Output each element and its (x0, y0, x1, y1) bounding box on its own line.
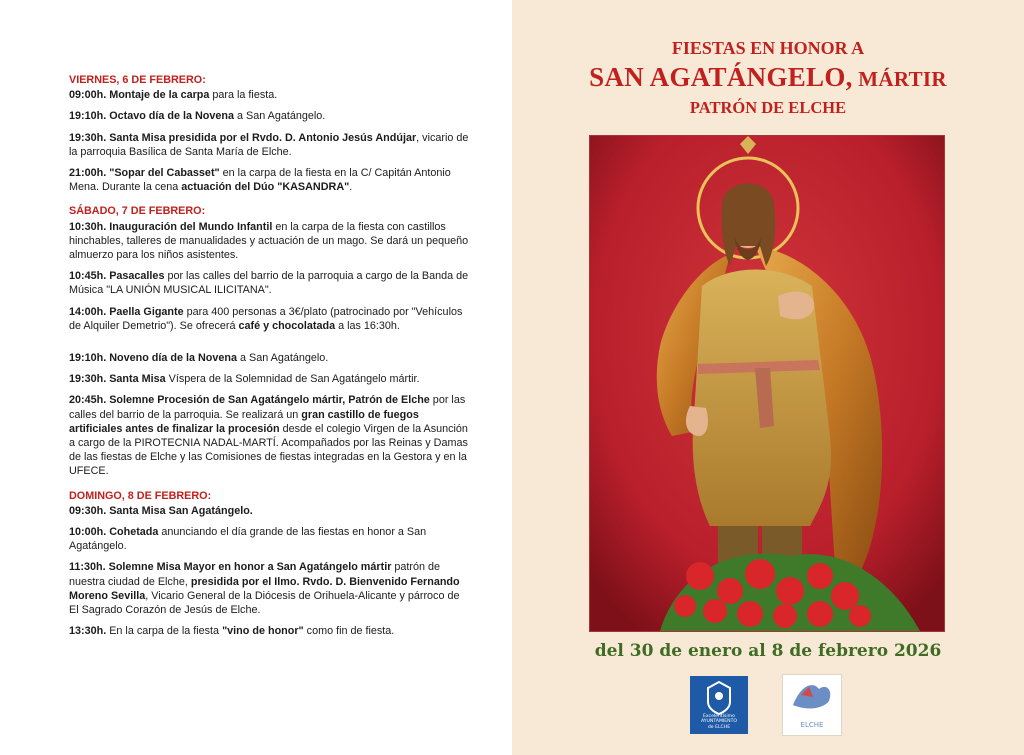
entry-bold-text: 10:30h. Inauguración del Mundo Infantil (69, 220, 273, 233)
schedule-entry (69, 393, 469, 478)
entry-text: a San Agatángelo. (237, 352, 329, 365)
schedule-entry (69, 560, 469, 617)
entry-text: Víspera de la Solemnidad de San Agatángelo mártir. (165, 373, 420, 386)
entry-text: patrón de nuestra ciudad de Elche, (69, 561, 441, 588)
entry-bold-text: 10:00h. Cohetada (69, 526, 159, 539)
schedule-entry (69, 109, 469, 123)
entry-bold-text: presidida por el Ilmo. Rvdo. D. Bienvenido Fernando Moreno Sevilla (69, 575, 460, 602)
festival-gestora-logo-icon (782, 674, 842, 736)
saint-statue-image (589, 135, 945, 632)
saint-name: SAN AGATÁNGELO, (589, 62, 853, 92)
entry-bold-text: 19:30h. Santa Misa (69, 373, 166, 386)
entry-text: En la carpa de la fiesta (106, 625, 223, 638)
logo1-line2: AYUNTAMIENTO (700, 719, 738, 725)
entry-text: por las calles del barrio de la parroquia. Se realizará un (69, 394, 466, 421)
martyr-label: MÁRTIR (852, 67, 947, 91)
entry-bold-text: gran castillo de fuegos artificiales antes de finalizar la procesión (69, 408, 419, 435)
entry-bold-text: 13:30h. (69, 625, 107, 638)
entry-text: anunciando el día grande de las fiestas en honor a San Agatángelo. (69, 526, 427, 553)
day-heading: DOMINGO, 8 DE FEBRERO: (69, 489, 212, 502)
schedule-entry (69, 88, 469, 102)
cover-title-line2 (512, 62, 1024, 93)
entry-bold-text: 20:45h. Solemne Procesión de San Agatángelo mártir, Patrón de Elche (69, 394, 430, 407)
entry-bold-text: 10:45h. Pasacalles (69, 270, 165, 283)
schedule-entry (69, 504, 469, 518)
entry-text: como fin de fiesta. (303, 625, 395, 638)
entry-text: en la carpa de la fiesta con castillos hinchables, talleres de manualidades y actuación de un mago. Se dará un pequeño almuerzo para los niños asistentes. (69, 220, 469, 262)
entry-bold-text: 09:00h. Montaje de la carpa (69, 89, 210, 102)
entry-bold-text: 11:30h. Solemne Misa Mayor en honor a San Agatángelo mártir (69, 561, 392, 574)
entry-text: en la carpa de la fiesta en la C/ Capitán Antonio Mena. Durante la cena (69, 167, 451, 194)
festival-dates: del 30 de enero al 8 de febrero 2026 (594, 641, 942, 661)
entry-text: , vicario de la parroquia Basílica de Santa María de Elche. (69, 131, 469, 158)
entry-text: por las calles del barrio de la parroquia a cargo de la Banda de Música "LA UNIÓN MUSICAL ILICITANA". (69, 270, 469, 297)
entry-text: para la fiesta. (209, 89, 278, 102)
entry-text: para 400 personas a 3€/plato (patrocinado por "Vehículos de Alquiler Demetrio"). Se ofrecerá (69, 305, 463, 332)
entry-bold-text: 14:00h. Paella Gigante (69, 305, 184, 318)
schedule-entry (69, 372, 469, 386)
entry-bold-text: 21:00h. "Sopar del Cabasset" (69, 167, 220, 180)
day-heading: VIERNES, 6 DE FEBRERO: (69, 74, 206, 86)
day-heading: SÁBADO, 7 DE FEBRERO: (69, 205, 206, 218)
schedule-entry (69, 131, 469, 159)
entry-text: a San Agatángelo. (234, 110, 326, 123)
schedule-entry (69, 525, 469, 553)
entry-bold-text: 19:10h. Octavo día de la Novena (69, 110, 235, 123)
entry-bold-text: "vino de honor" (222, 625, 304, 638)
entry-bold-text: 19:30h. Santa Misa presidida por el Rvdo. D. Antonio Jesús Andújar (69, 131, 417, 144)
cover-title-line1: FIESTAS EN HONOR A (671, 38, 865, 58)
entry-text: desde el colegio Virgen de la Asunción a cargo de la PIROTECNIA NADAL-MARTÍ. Acompañados por las Reinas y Damas de las fiestas de Elche y las Comisiones de fiestas integradas en la Gestora y en la UFECE. (69, 422, 468, 478)
city-crest-icon (690, 676, 748, 734)
festival-program (69, 73, 469, 646)
logo1-line3: de ELCHE (707, 724, 731, 730)
entry-text: . (349, 181, 353, 194)
schedule-entry (69, 220, 469, 263)
logo1-line1: Excelentísimo (703, 714, 735, 719)
entry-bold-text: actuación del Dúo "KASANDRA" (181, 181, 350, 194)
logo2-text: ELCHE (800, 721, 824, 729)
schedule-entry (69, 351, 469, 365)
cover-title-line3: PATRÓN DE ELCHE (689, 98, 847, 117)
entry-bold-text: café y chocolatada (238, 319, 336, 332)
entry-bold-text: 09:30h. Santa Misa San Agatángelo. (69, 504, 253, 517)
schedule-entry (69, 166, 469, 194)
schedule-entry (69, 624, 469, 638)
entry-text: , Vicario General de la Diócesis de Orihuela-Alicante y párroco de El Sagrado Corazón de Jesús de Elche. (69, 589, 460, 617)
schedule-entry (69, 269, 469, 297)
schedule-entry (69, 305, 469, 333)
entry-text: a las 16:30h. (335, 319, 400, 332)
entry-bold-text: 19:10h. Noveno día de la Novena (69, 352, 238, 365)
